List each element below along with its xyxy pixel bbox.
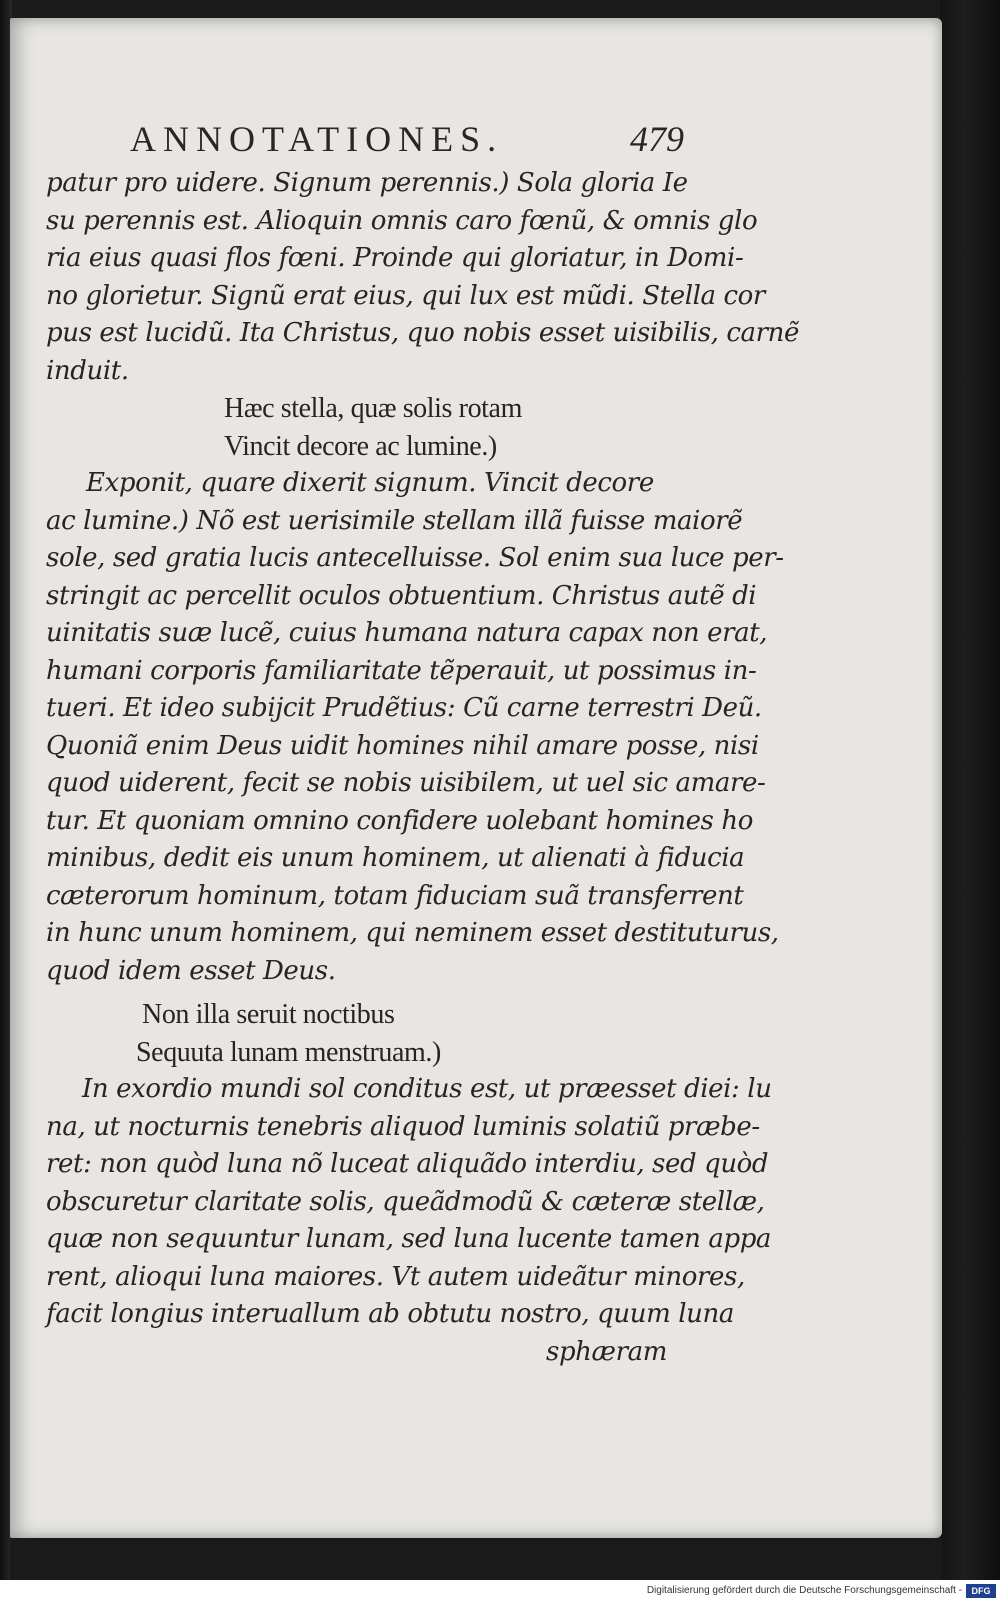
page-number: 479: [630, 119, 684, 159]
footer-credit: Digitalisierung gefördert durch die Deutsche Forschungsgemeinschaft -: [646, 1585, 962, 1596]
text-line: ac lumine.) Nõ est uerisimile stellam illã fuisse maiorẽ: [46, 505, 743, 536]
catchword: sphæram: [546, 1336, 667, 1367]
verse-lemma-line: Hæc stella, quæ solis rotam: [224, 393, 522, 424]
text-line: obscuretur claritate solis, queãdmodũ & cæteræ stellæ,: [46, 1186, 765, 1217]
text-line: minibus, dedit eis unum hominem, ut alienati à fiducia: [46, 843, 745, 873]
text-line: rent, alioqui luna maiores. Vt autem uideãtur minores,: [46, 1261, 745, 1292]
text-line: quod uiderent, fecit se nobis uisibilem, ut uel sic amare-: [46, 768, 766, 798]
text-line: patur pro uidere. Signum perennis.) Sola gloria Ie: [46, 168, 688, 198]
text-line: quod idem esset Deus.: [46, 955, 336, 986]
text-line: sole, sed gratia lucis antecelluisse. Sol enim sua luce per-: [46, 543, 784, 573]
verse-lemma-line: Non illa seruit noctibus: [142, 999, 395, 1030]
book-edge: [940, 0, 1000, 1580]
text-line: facit longius interuallum ab obtutu nostro, quum luna: [46, 1299, 734, 1329]
verse-lemma-line: Sequuta lunam menstruam.): [136, 1036, 441, 1068]
text-line: Exponit, quare dixerit signum. Vincit decore: [86, 468, 654, 498]
text-line: quæ non sequuntur lunam, sed luna lucente tamen appa: [46, 1224, 772, 1254]
text-line: stringit ac percellit oculos obtuentium. Christus autẽ di: [46, 580, 757, 611]
text-line: in hunc unum hominem, qui neminem esset destituturus,: [46, 918, 779, 948]
digitization-footer: [0, 1580, 1000, 1602]
page-shadow: [10, 1538, 942, 1580]
page-header: [130, 118, 710, 166]
text-line: In exordio mundi sol conditus est, ut præesset diei: lu: [82, 1074, 772, 1104]
text-line: su perennis est. Alioquin omnis caro fœnũ, & omnis glo: [46, 205, 758, 236]
text-line: na, ut nocturnis tenebris aliquod luminis solatiũ præbe-: [46, 1111, 760, 1142]
text-line: Quoniã enim Deus uidit homines nihil amare posse, nisi: [46, 730, 759, 761]
text-line: uinitatis suæ lucẽ, cuius humana natura capax non erat,: [46, 618, 768, 648]
text-line: ria eius quasi flos fœni. Proinde qui gloriatur, in Domi-: [46, 243, 744, 273]
page-body: [46, 165, 800, 1371]
text-line: humani corporis familiaritate tẽperauit, ut possimus in-: [46, 655, 757, 686]
text-line: cæterorum hominum, totam fiduciam suã transferrent: [46, 880, 744, 911]
verse-lemma-line: Vincit decore ac lumine.): [224, 430, 497, 462]
text-line: tueri. Et ideo subijcit Prudẽtius: Cũ carne terrestri Deũ.: [46, 693, 762, 723]
text-line: induit.: [46, 355, 129, 386]
dfg-logo: DFG: [966, 1584, 996, 1598]
text-line: pus est lucidũ. Ita Christus, quo nobis esset uisibilis, carnẽ: [46, 318, 800, 348]
text-line: ret: non quòd luna nõ luceat aliquãdo interdiu, sed quòd: [46, 1149, 769, 1179]
text-line: no glorietur. Signũ erat eius, qui lux est mũdi. Stella cor: [46, 280, 765, 311]
text-line: tur. Et quoniam omnino confidere uolebant homines ho: [46, 805, 753, 836]
running-title: ANNOTATIONES.: [130, 119, 504, 159]
